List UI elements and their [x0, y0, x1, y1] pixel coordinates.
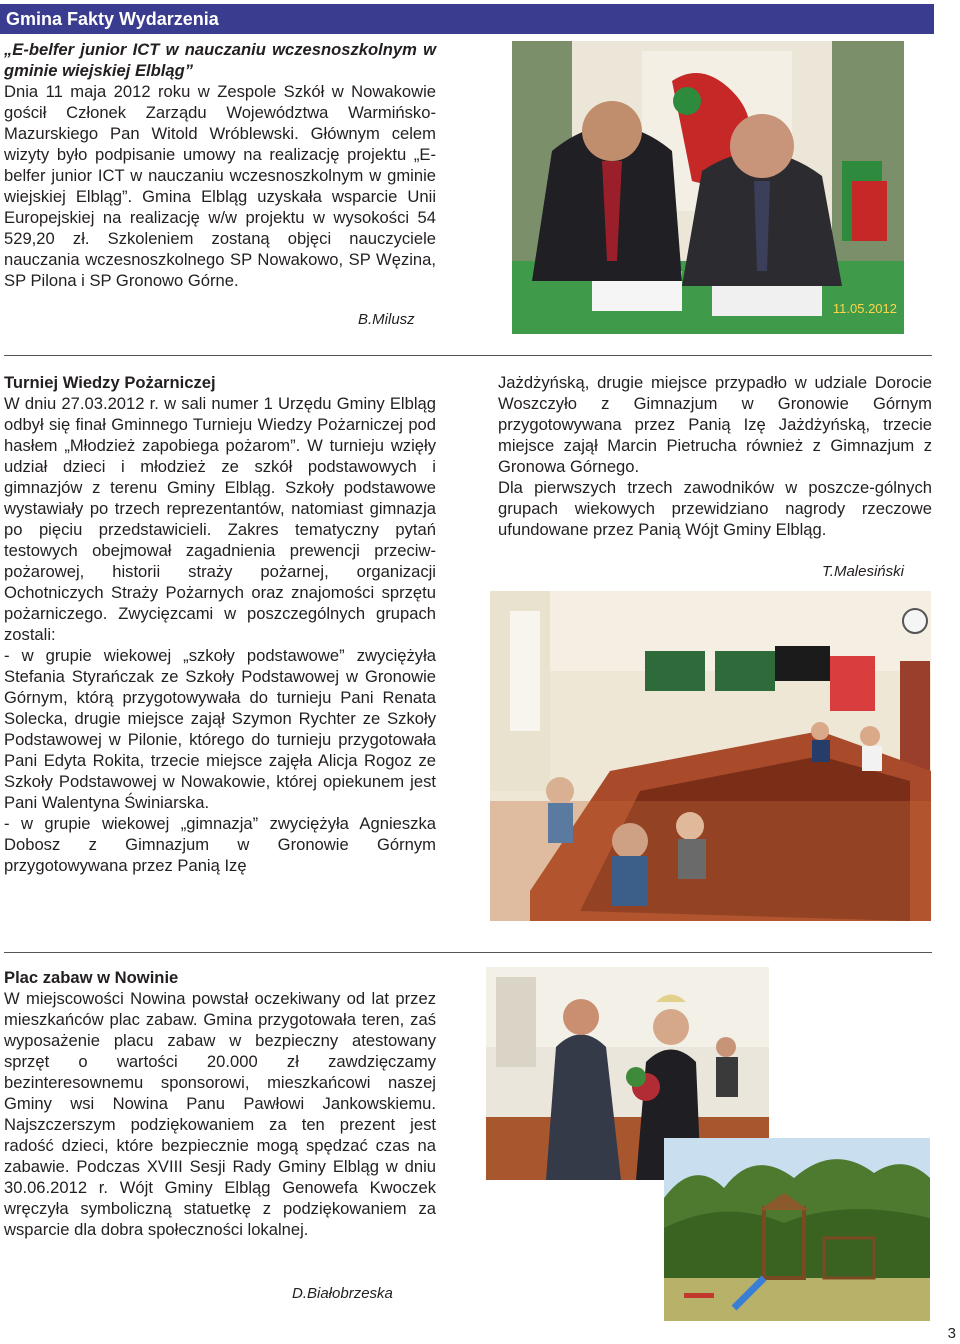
article-title: Plac zabaw w Nowinie — [4, 968, 179, 987]
prizes-paragraph: Dla pierwszych trzech zawodników w poszcze-gólnych grupach wiekowych przewidziano nagrody rzeczowe ufundowane przez Panią Wójt Gminy Elbląg. — [498, 478, 932, 539]
article-author: T.Malesiński — [822, 563, 904, 580]
article-body: W miejscowości Nowina powstał oczekiwany od lat przez mieszkańców plac zabaw. Gmina przygotowała teren, zaś wyposażenie placu zabaw w bezpieczny atestowany sprzęt o wartości 20.000 zł zawdzięczamy bezinteresownemu sponsorowi, mieszkańcowi naszej Gminy wsi Nowina Panu Pawłowi Jankowskiemu. Najszczerszym podziękowaniem za ten prezent jest radość dzieci, które bezpiecznie mogą spędzać czas na zabawie. Podczas XVIII Sesji Rady Gminy Elbląg w dniu 30.06.2012 r. Wójt Gminy Elbląg Genowefa Kwoczek wręczyła symboliczną statuetkę z podziękowaniem za wsparcie dla dobra społeczności lokalnej. — [4, 989, 436, 1239]
article-fire-quiz-continued — [498, 372, 932, 540]
winners-primary: - w grupie wiekowej „szkoły podstawowe” zwyciężyła Stefania Styrańczak ze Szkoły Podstawowej w Gronowie Górnym, którą przygotowywała do turnieju Pani Renata Solecka, drugie miejsce zajął Szymon Rychter ze Szkoły Podstawowej w Pilonie, którego do turnieju przygotowała Pani Edyta Rokita, trzecie miejsce zajęła Alicja Rogoz ze Szkoły Podstawowej w Nowakowie, której opiekunem jest Pani Walentyna Świniarska. — [4, 646, 436, 812]
article-ebelfer — [4, 39, 436, 291]
article-author: D.Białobrzeska — [292, 1285, 393, 1302]
section-banner: Gmina Fakty Wydarzenia — [0, 4, 934, 34]
article-playground — [4, 967, 436, 1240]
playground-photo — [664, 1138, 930, 1321]
quiz-room-photo — [490, 591, 931, 921]
article-body: W dniu 27.03.2012 r. w sali numer 1 Urzędu Gminy Elbląg odbył się finał Gminnego Turnieju Wiedzy Pożarniczej pod hasłem „Młodzież zapobiega pożarom”. W turnieju wzięły udział dzieci i młodzież ze szkół podstawowych i gimnazjów z terenu Gminy Elbląg. Szkoły podstawowe wystawiały po trzech reprezentantów, natomiast gimnazja po pięciu przedstawicieli. Zakres tematyczny pytań testowych obejmował zagadnienia prewencji przeciw-pożarowej, historii straży pożarnej, organizacji Ochotniczych Straży Pożarnych oraz znajomości sprzętu pożarniczego. Zwycięzcami w poszczególnych grupach zostali: — [4, 394, 436, 644]
article-title: „E-belfer junior ICT w nauczaniu wczesnoszkolnym w gminie wiejskiej Elbląg” — [4, 40, 436, 80]
article-fire-quiz — [4, 372, 436, 876]
article-body: Dnia 11 maja 2012 roku w Zespole Szkół w Nowakowie gościł Członek Zarządu Województwa Warmińsko- Mazurskiego Pan Witold Wróblewski. Głównym celem wizyty było podpisanie umowy na realizację projektu „E-belfer junior ICT w nauczaniu wczesnoszkolnym w gminie wiejskiej Elbląg”. Gmina Elbląg uzyskała wsparcie Unii Europejskiej na realizację w/w projektu w wysokości 54 529,20 zł. Szkoleniem zostaną objęci nauczyciele nauczania wczesnoszkolnego SP Nowakowo, SP Węzina, SP Pilona i SP Gronowo Górne. — [4, 82, 436, 290]
article-author: B.Milusz — [358, 311, 415, 328]
photo-date-stamp: 11.05.2012 — [832, 301, 897, 316]
article-title: Turniej Wiedzy Pożarniczej — [4, 373, 216, 392]
winners-gymnasium: - w grupie wiekowej „gimnazja” zwyciężyła Agnieszka Dobosz z Gimnazjum w Gronowie Górnym przygotowywana przez Panią Izę — [4, 814, 436, 875]
article-body-continued: Jażdżyńską, drugie miejsce przypadło w udziale Dorocie Woszczyło z Gimnazjum w Gronowie Górnym przygotowywana przez Panią Izę Jażdżyńską, trzecie miejsce zajął Marcin Pietrucha również z Gimnazjum z Gronowa Górnego. — [498, 373, 932, 476]
divider — [4, 355, 932, 356]
signing-photo — [512, 41, 904, 334]
page-number: 3 — [947, 1325, 956, 1342]
divider — [4, 952, 932, 953]
